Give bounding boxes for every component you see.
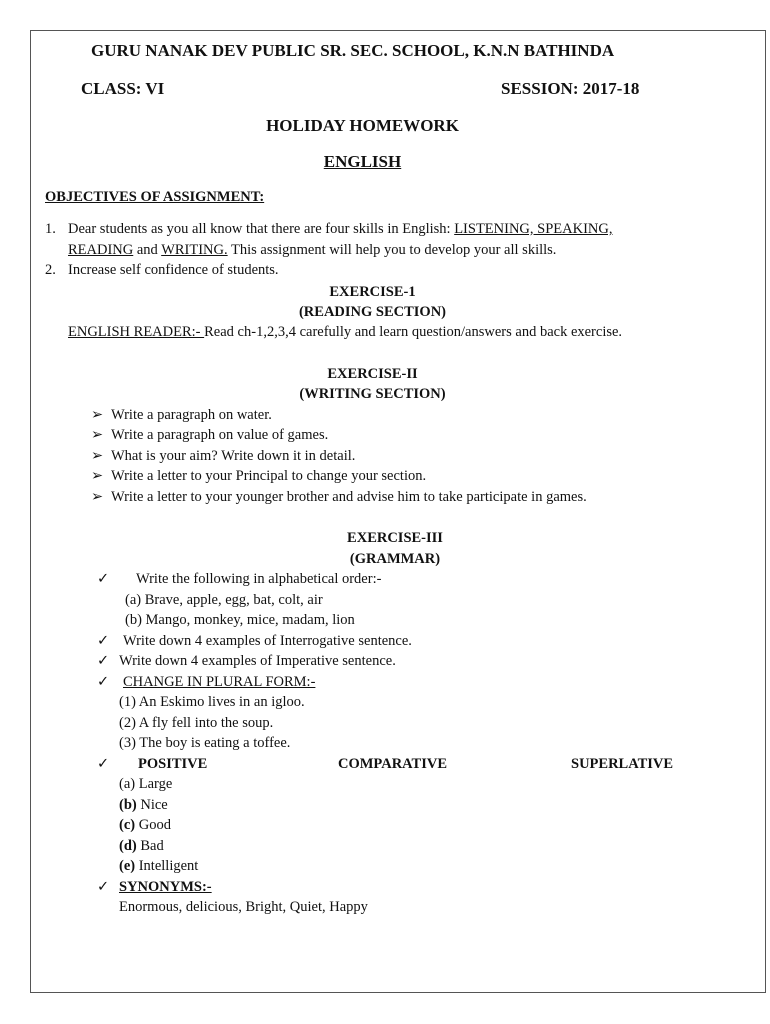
objective-1-line2: READING and WRITING. This assignment will help you to develop your all skills. <box>68 242 557 258</box>
synonyms-words: Enormous, delicious, Bright, Quiet, Happy <box>119 899 368 915</box>
check-icon: ✓ <box>97 633 110 649</box>
english-reader-label: ENGLISH READER:- <box>68 324 205 340</box>
session-label: SESSION: 2017-18 <box>501 79 640 98</box>
check-icon: ✓ <box>97 571 110 587</box>
synonyms-heading: SYNONYMS:- <box>119 879 212 895</box>
degree-header-comparative: COMPARATIVE <box>338 756 448 772</box>
check-icon: ✓ <box>97 674 110 690</box>
exercise-3-section: (GRAMMAR) <box>349 551 441 567</box>
degree-header-superlative: SUPERLATIVE <box>571 756 674 772</box>
degree-header-positive: POSITIVE <box>138 756 208 772</box>
exercise-1-section: (READING SECTION) <box>298 304 447 320</box>
list-item: ➢ What is your aim? Write down it in detail. <box>91 448 356 464</box>
exercise-2-section: (WRITING SECTION) <box>299 386 446 402</box>
plural-heading: CHANGE IN PLURAL FORM:- <box>123 674 316 690</box>
english-reader-line: ENGLISH READER:- Read ch-1,2,3,4 carefully and learn question/answers and back exercise. <box>68 324 623 340</box>
objective-2-number: 2. <box>45 262 56 278</box>
plural-item: (3) The boy is eating a toffee. <box>119 735 291 751</box>
exercise-2-title: EXERCISE-II <box>327 366 418 382</box>
school-name: GURU NANAK DEV PUBLIC SR. SEC. SCHOOL, K.N.N BATHINDA <box>91 41 615 60</box>
exercise-3-title: EXERCISE-III <box>347 530 443 546</box>
degree-item: (e) Intelligent <box>119 858 199 874</box>
degree-item: (d) Bad <box>119 838 164 854</box>
list-item: ➢ Write a letter to your younger brother and advise him to take participate in games. <box>91 489 587 505</box>
check-icon: ✓ <box>97 879 110 895</box>
alphabetical-item-a: (a) Brave, apple, egg, bat, colt, air <box>125 592 323 608</box>
alphabetical-item-b: (b) Mango, monkey, mice, madam, lion <box>125 612 355 628</box>
subject-title: ENGLISH <box>323 152 402 171</box>
check-icon: ✓ <box>97 653 110 669</box>
list-item: ➢ Write a paragraph on water. <box>91 407 272 423</box>
objective-1-number: 1. <box>45 221 56 237</box>
page-title: HOLIDAY HOMEWORK <box>266 116 459 135</box>
interrogative-task: Write down 4 examples of Interrogative sentence. <box>123 633 412 649</box>
arrow-bullet-icon: ➢ <box>91 489 104 505</box>
arrow-bullet-icon: ➢ <box>91 468 104 484</box>
check-icon: ✓ <box>97 756 110 772</box>
arrow-bullet-icon: ➢ <box>91 448 104 464</box>
list-item: ➢ Write a letter to your Principal to change your section. <box>91 468 427 484</box>
class-label: CLASS: VI <box>81 79 165 98</box>
arrow-bullet-icon: ➢ <box>91 427 104 443</box>
alphabetical-heading: Write the following in alphabetical order:- <box>136 571 382 587</box>
objectives-heading: OBJECTIVES OF ASSIGNMENT: <box>45 189 265 205</box>
plural-item: (1) An Eskimo lives in an igloo. <box>119 694 305 710</box>
degree-item: (a) Large <box>119 776 173 792</box>
exercise-1-title: EXERCISE-1 <box>329 284 416 300</box>
degree-item: (c) Good <box>119 817 171 833</box>
objective-1-line1: Dear students as you all know that there are four skills in English: LISTENING, SPEAKING, <box>68 221 613 237</box>
arrow-bullet-icon: ➢ <box>91 407 104 423</box>
imperative-task: Write down 4 examples of Imperative sentence. <box>119 653 396 669</box>
list-item: ➢ Write a paragraph on value of games. <box>91 427 329 443</box>
degree-item: (b) Nice <box>119 797 168 813</box>
plural-item: (2) A fly fell into the soup. <box>119 715 274 731</box>
objective-2-text: Increase self confidence of students. <box>68 262 279 278</box>
